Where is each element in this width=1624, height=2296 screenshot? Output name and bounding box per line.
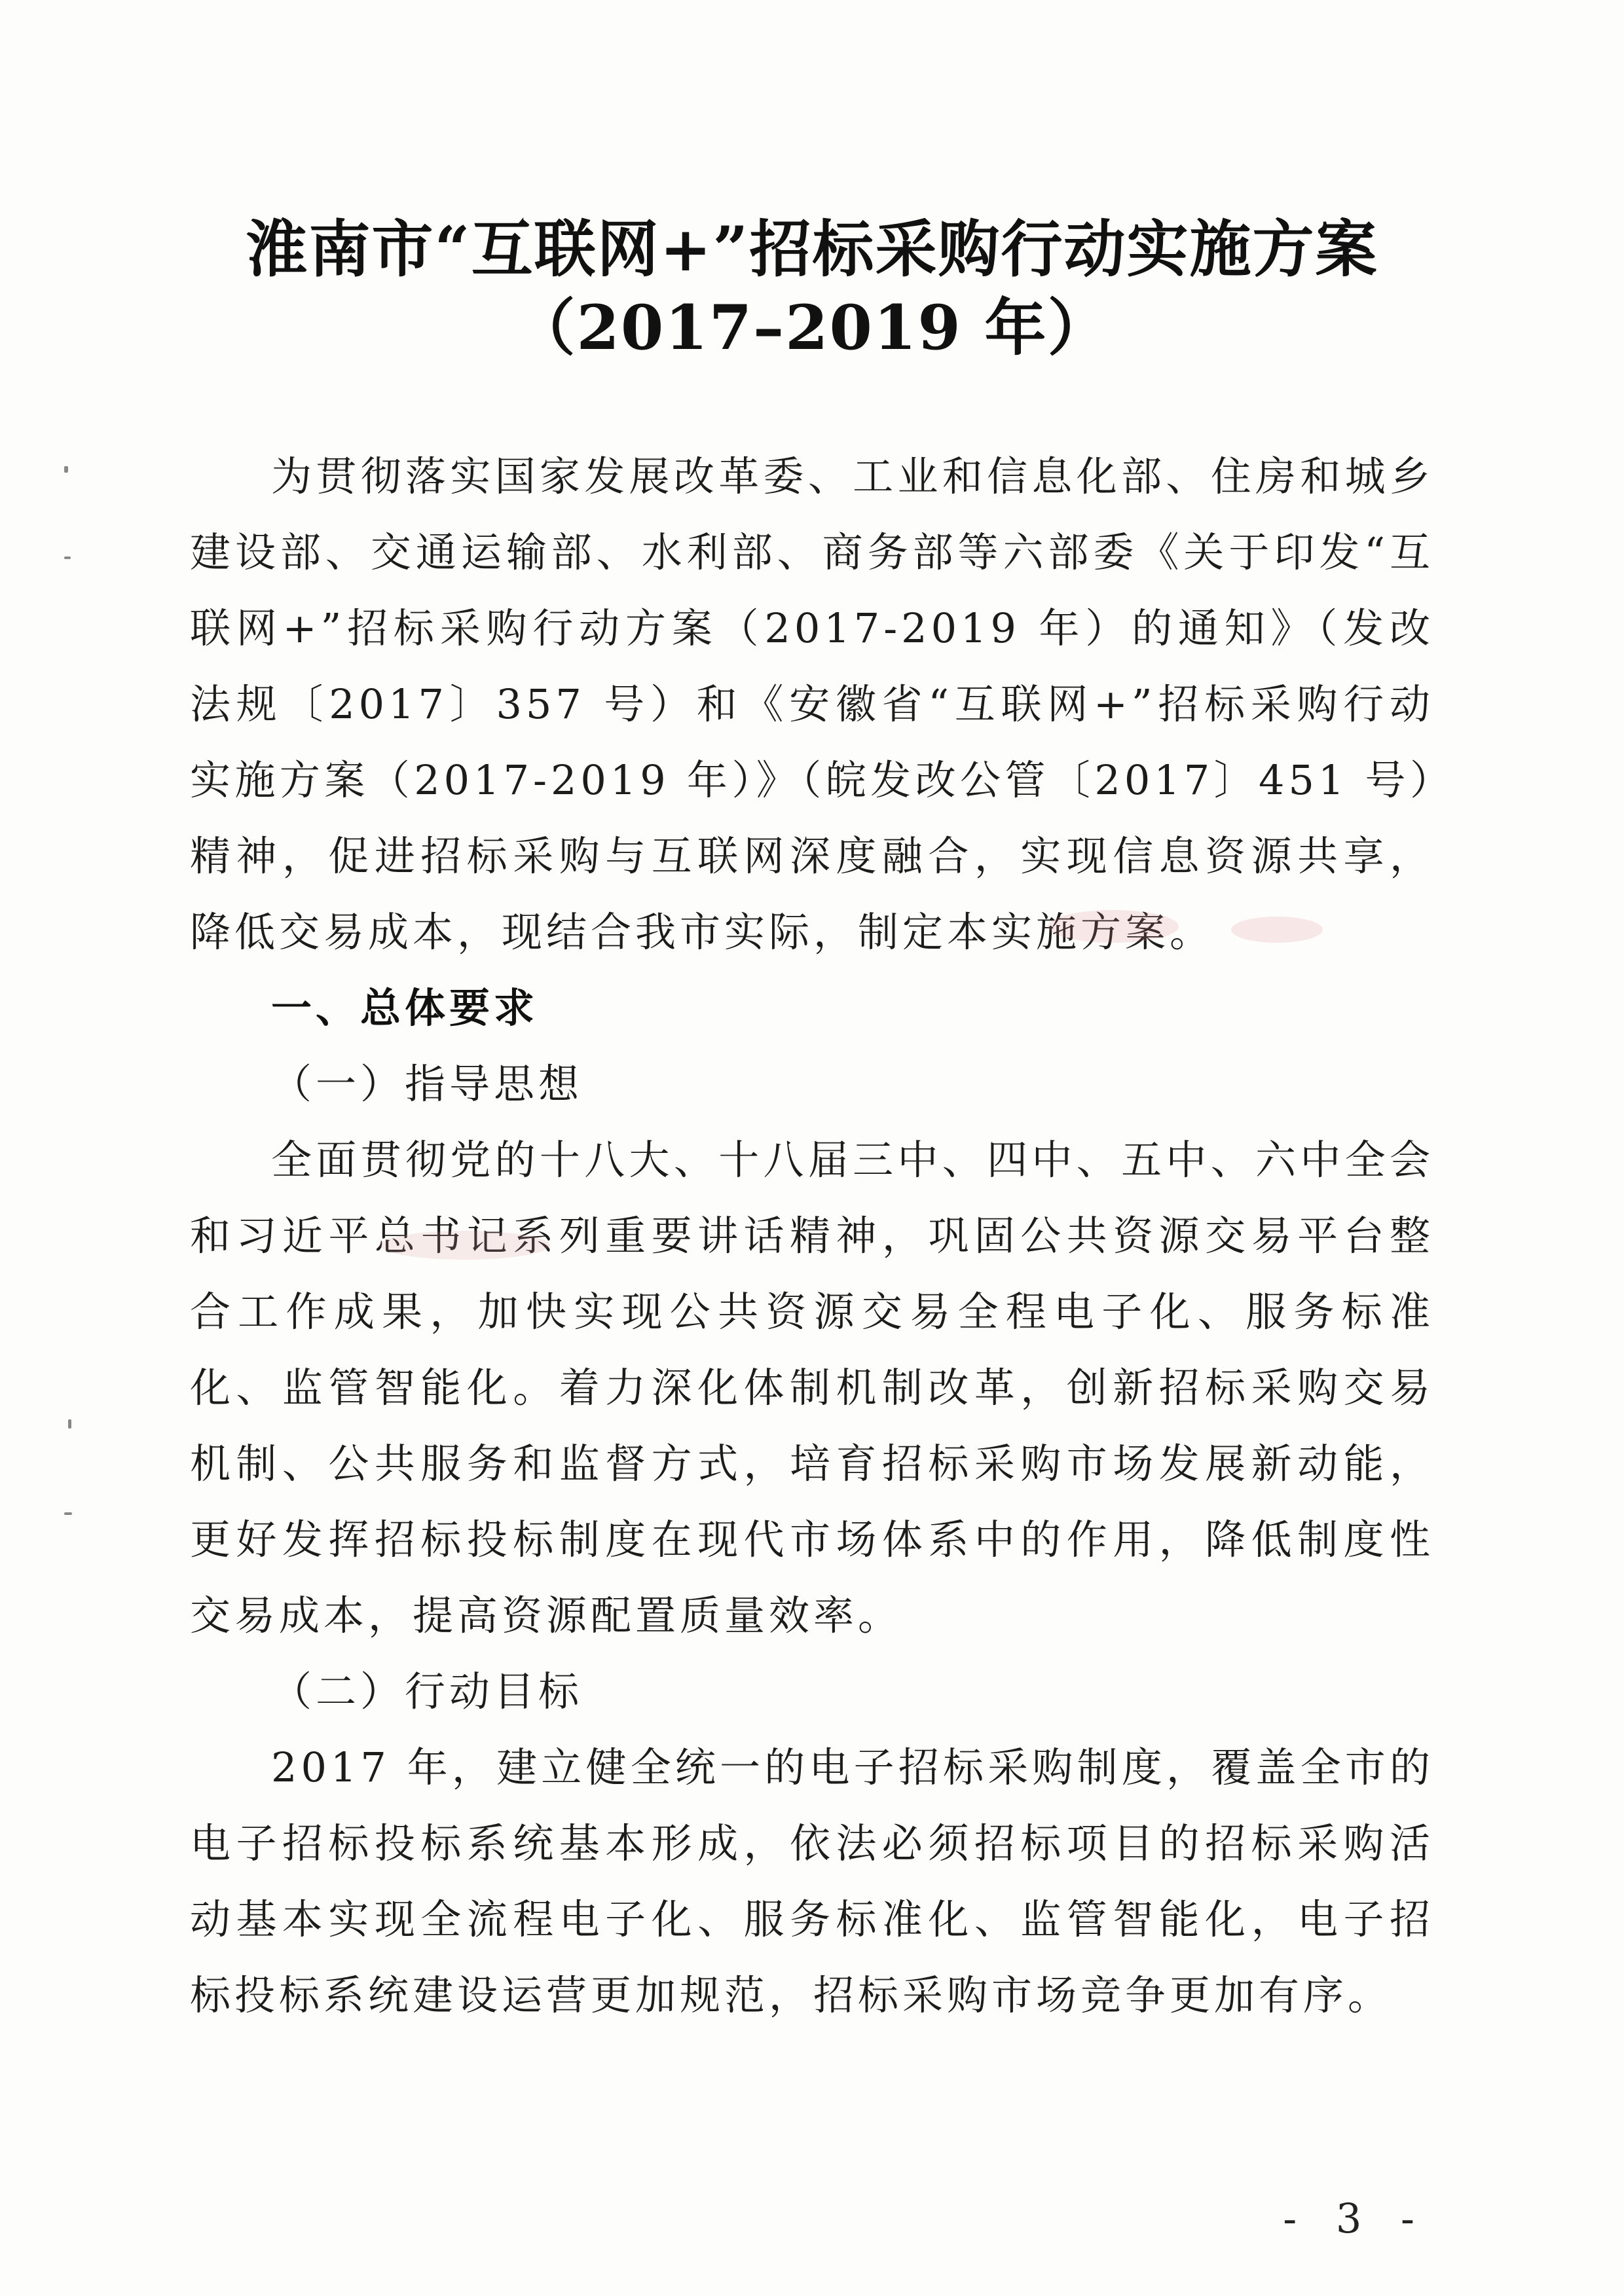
scan-mark [64, 466, 68, 473]
document-title: 淮南市“互联网+”招标采购行动实施方案 [246, 213, 1378, 285]
guiding-ideology-paragraph: 全面贯彻党的十八大、十八届三中、四中、五中、六中全会和习近平总书记系列重要讲话精神，巩固公共资源交易平台整合工作成果，加快实现公共资源交易全程电子化、服务标准化、监管智能化。着力深化体制机制改革，创新招标采购交易机制、公共服务和监督方式，培育招标采购市场发展新动能，更好发挥招标投标制度在现代市场体系中的作用，降低制度性交易成本，提高资源配置质量效率。 [190, 1136, 1434, 1639]
scan-mark [64, 1512, 72, 1515]
subsection-heading-action-goals: （二）行动目标 [271, 1667, 583, 1715]
scan-mark [68, 1419, 71, 1429]
document-subtitle-years: （2017–2019 年） [513, 292, 1111, 364]
document-body [190, 439, 1434, 2033]
intro-paragraph: 为贯彻落实国家发展改革委、工业和信息化部、住房和城乡建设部、交通运输部、水利部、商务部等六部委《关于印发“互联网+”招标采购行动方案（2017-2019 年）的通知》（发改法规〔2017〕357 号）和《安徽省“互联网+”招标采购行动实施方案（2017-2019 年）》（皖发改公管〔2017〕451 号）精神，促进招标采购与互联网深度融合，实现信息资源共享，降低交易成本，现结合我市实际，制定本实施方案。 [190, 452, 1434, 956]
red-stamp-smudge [1231, 917, 1323, 943]
red-stamp-smudge [1048, 910, 1179, 943]
subsection-heading-guiding-ideology: （一）指导思想 [271, 1060, 583, 1108]
scan-mark [64, 556, 71, 559]
section-heading-general-requirements: 一、总体要求 [271, 984, 539, 1032]
page-number: - 3 - [1283, 2195, 1428, 2242]
red-stamp-smudge [380, 1231, 550, 1260]
action-goals-paragraph: 2017 年，建立健全统一的电子招标采购制度，覆盖全市的电子招标投标系统基本形成，依法必须招标项目的招标采购活动基本实现全流程电子化、服务标准化、监管智能化，电子招标投标系统建设运营更加规范，招标采购市场竞争更加有序。 [190, 1743, 1434, 2019]
